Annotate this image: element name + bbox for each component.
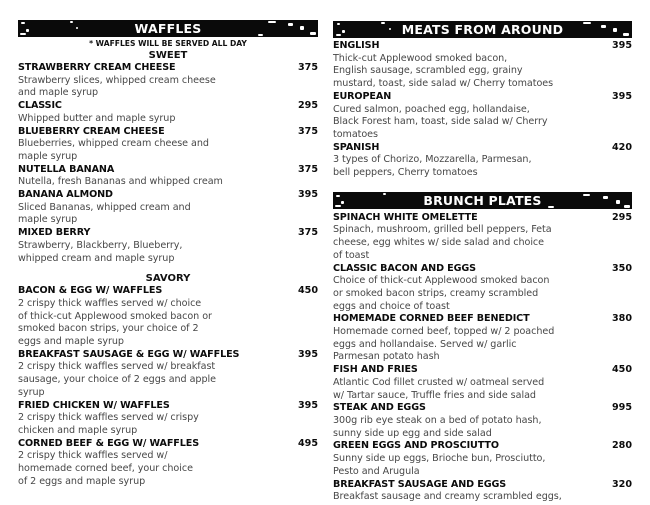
grunge-speck (26, 29, 29, 32)
desc-line: of thick-cut Applewood smoked bacon or (18, 310, 212, 322)
item-price: 395 (297, 399, 318, 411)
meats-banner (333, 21, 632, 38)
desc-line: whipped cream and maple syrup (18, 252, 175, 264)
grunge-speck (583, 22, 591, 24)
grunge-speck (268, 21, 276, 23)
grunge-speck (70, 21, 73, 23)
desc-line: eggs and hollandaise. Served w/ garlic (333, 338, 517, 350)
grunge-speck (336, 195, 340, 197)
grunge-speck (341, 201, 344, 204)
item-name: MIXED BERRY (18, 227, 91, 239)
item-price: 375 (297, 62, 318, 73)
waffles-banner (18, 20, 318, 37)
item-price: 375 (297, 163, 318, 175)
grunge-speck (21, 22, 25, 24)
desc-line: 2 crispy thick waffles served w/ (18, 450, 168, 462)
item-price: 380 (611, 313, 632, 325)
menu-item (18, 285, 318, 349)
desc-line: mustard, toast, side salad w/ Cherry tomatoes (333, 78, 554, 90)
desc-line: Black Forest ham, toast, side salad w/ Cherry (333, 116, 548, 128)
menu-item (18, 438, 318, 489)
desc-line: 3 types of Chorizo, Mozzarella, Parmesan, (333, 154, 532, 166)
desc-line: maple syrup (18, 214, 78, 226)
item-description (333, 491, 593, 504)
desc-line: of toast (333, 249, 370, 261)
grunge-speck (258, 34, 263, 36)
menu-item (333, 479, 632, 504)
desc-line: of 2 eggs and maple syrup (18, 475, 146, 487)
desc-line: and maple syrup (18, 87, 99, 99)
grunge-speck (583, 194, 590, 196)
item-name: FRIED CHICKEN W/ WAFFLES (18, 399, 170, 411)
item-price: 395 (611, 40, 632, 51)
desc-line: w/ Tartar sauce, Truffle fries and side salad (333, 389, 536, 401)
desc-line: smoked bacon strips, your choice of 2 (18, 323, 199, 335)
item-description (18, 361, 248, 399)
desc-line: Whipped butter and maple syrup (18, 112, 176, 124)
item-description (333, 453, 583, 478)
item-name: BREAKFAST SAUSAGE AND EGGS (333, 478, 507, 490)
item-description (333, 154, 565, 179)
desc-line: tomatoes (333, 128, 378, 140)
item-name: HOMEMADE CORNED BEEF BENEDICT (333, 313, 530, 325)
menu-item (333, 364, 632, 402)
item-description (333, 104, 583, 142)
desc-line: sausage, your choice of 2 eggs and apple (18, 374, 216, 386)
item-price: 320 (611, 478, 632, 490)
item-description (333, 415, 583, 440)
grunge-speck (603, 196, 608, 199)
desc-line: Choice of thick-cut Applewood smoked bacon (333, 275, 550, 287)
item-description (18, 412, 248, 437)
grunge-speck (381, 22, 385, 24)
item-price: 395 (297, 189, 318, 201)
item-description (333, 275, 583, 313)
menu-item (18, 400, 318, 438)
item-name: ENGLISH (333, 40, 380, 51)
grunge-speck (548, 206, 554, 208)
item-name: CLASSIC BACON AND EGGS (333, 262, 476, 274)
item-description (18, 298, 248, 349)
desc-line: Atlantic Cod fillet crusted w/ oatmeal served (333, 376, 545, 388)
item-name: GREEN EGGS AND PROSCIUTTO (333, 440, 499, 452)
desc-line: 2 crispy thick waffles served w/ crispy (18, 412, 199, 424)
grunge-speck (616, 200, 620, 204)
desc-line: Spinach, mushroom, grilled bell peppers, Feta (333, 224, 552, 236)
item-price: 295 (611, 211, 632, 223)
menu-item (333, 40, 632, 91)
desc-line: Nutella, fresh Bananas and whipped cream (18, 176, 223, 188)
menu-item (333, 142, 632, 180)
right-column (333, 0, 632, 504)
item-description (18, 176, 258, 189)
item-price: 450 (611, 364, 632, 376)
item-price: 280 (611, 440, 632, 452)
item-name: BLUEBERRY CREAM CHEESE (18, 125, 165, 137)
desc-line: homemade corned beef, your choice (18, 463, 193, 475)
item-description (18, 75, 248, 100)
desc-line: Breakfast sausage and creamy scrambled eggs, (333, 491, 562, 503)
item-name: SPINACH WHITE OMELETTE (333, 211, 478, 223)
desc-line: eggs and choice of toast (333, 300, 450, 312)
desc-line: 2 crispy thick waffles served w/ breakfast (18, 361, 216, 373)
grunge-speck (601, 25, 606, 28)
item-name: BANANA ALMOND (18, 189, 113, 201)
grunge-speck (613, 28, 617, 32)
item-price: 450 (297, 285, 318, 297)
menu-item (18, 164, 318, 189)
grunge-speck (623, 33, 629, 36)
menu-item (333, 212, 632, 263)
item-price: 350 (611, 262, 632, 274)
brunch-banner (333, 192, 632, 209)
desc-line: or smoked bacon strips, creamy scrambled (333, 287, 539, 299)
item-description (18, 450, 248, 488)
item-price: 375 (297, 125, 318, 137)
grunge-speck (342, 30, 345, 33)
item-price: 420 (611, 141, 632, 153)
desc-line: chicken and maple syrup (18, 424, 138, 436)
waffles-note: * WAFFLES WILL BE SERVED ALL DAY (89, 39, 247, 48)
item-price: 375 (297, 227, 318, 239)
section-title: MEATS FROM AROUND (401, 22, 564, 37)
desc-line: Parmesan potato hash (333, 351, 440, 363)
grunge-speck (383, 193, 386, 195)
menu-item (333, 440, 632, 478)
item-description (18, 202, 248, 227)
desc-line: syrup (18, 386, 45, 398)
desc-line: eggs and maple syrup (18, 336, 124, 348)
item-price: 395 (297, 348, 318, 360)
item-name: STRAWBERRY CREAM CHEESE (18, 62, 176, 73)
item-description (333, 53, 583, 91)
grunge-speck (389, 28, 391, 30)
item-price: 995 (611, 402, 632, 414)
waffles-section (18, 0, 318, 489)
grunge-speck (335, 205, 341, 207)
item-description (18, 113, 248, 126)
section-title: WAFFLES (134, 21, 202, 36)
desc-line: Pesto and Arugula (333, 465, 420, 477)
desc-line: sunny side up egg and side salad (333, 427, 492, 439)
grunge-speck (76, 27, 78, 29)
item-name: EUROPEAN (333, 90, 392, 102)
menu-item (18, 100, 318, 125)
menu-item (333, 402, 632, 440)
menu-item (18, 189, 318, 227)
desc-line: Strawberry slices, whipped cream cheese (18, 74, 216, 86)
item-name: SPANISH (333, 141, 380, 153)
item-name: STEAK AND EGGS (333, 402, 426, 414)
desc-line: cheese, egg whites w/ side salad and choice (333, 237, 545, 249)
grunge-speck (288, 23, 293, 26)
grunge-speck (337, 23, 340, 25)
item-name: BACON & EGG W/ WAFFLES (18, 285, 163, 297)
item-price: 495 (297, 437, 318, 449)
item-description (333, 224, 583, 262)
desc-line: Sunny side up eggs, Brioche bun, Prosciutto, (333, 453, 546, 465)
item-price: 395 (611, 90, 632, 102)
desc-line: Homemade corned beef, topped w/ 2 poached (333, 326, 555, 338)
desc-line: Thick-cut Applewood smoked bacon, (333, 52, 508, 64)
desc-line: English sausage, scrambled egg, grainy (333, 65, 523, 77)
desc-line: maple syrup (18, 150, 78, 162)
desc-line: 300g rib eye steak on a bed of potato hash, (333, 414, 542, 426)
item-description (333, 377, 583, 402)
menu-item (18, 349, 318, 400)
grunge-speck (336, 34, 341, 36)
menu-item (333, 91, 632, 142)
desc-line: bell peppers, Cherry tomatoes (333, 167, 478, 179)
subheading-sweet: SWEET (148, 50, 188, 61)
item-name: CLASSIC (18, 100, 62, 112)
item-name: FISH AND FRIES (333, 364, 418, 376)
grunge-speck (20, 33, 26, 35)
item-description (18, 138, 248, 163)
subheading-savory: SAVORY (145, 273, 191, 285)
desc-line: Blueberries, whipped cream cheese and (18, 138, 209, 150)
grunge-speck (310, 32, 316, 35)
grunge-speck (300, 26, 304, 30)
menu-item (18, 227, 318, 265)
desc-line: Strawberry, Blackberry, Blueberry, (18, 239, 183, 251)
desc-line: Cured salmon, poached egg, hollandaise, (333, 103, 530, 115)
menu-item (18, 62, 318, 100)
item-name: NUTELLA BANANA (18, 163, 115, 175)
grunge-speck (624, 205, 630, 208)
item-name: CORNED BEEF & EGG W/ WAFFLES (18, 437, 200, 449)
item-description (18, 240, 248, 265)
section-title: BRUNCH PLATES (423, 192, 542, 208)
desc-line: Sliced Bananas, whipped cream and (18, 201, 191, 213)
menu-item (333, 263, 632, 314)
desc-line: 2 crispy thick waffles served w/ choice (18, 297, 202, 309)
menu-item (18, 126, 318, 164)
menu-item (333, 313, 632, 364)
item-description (333, 326, 583, 364)
item-price: 295 (297, 100, 318, 112)
item-name: BREAKFAST SAUSAGE & EGG W/ WAFFLES (18, 348, 240, 360)
